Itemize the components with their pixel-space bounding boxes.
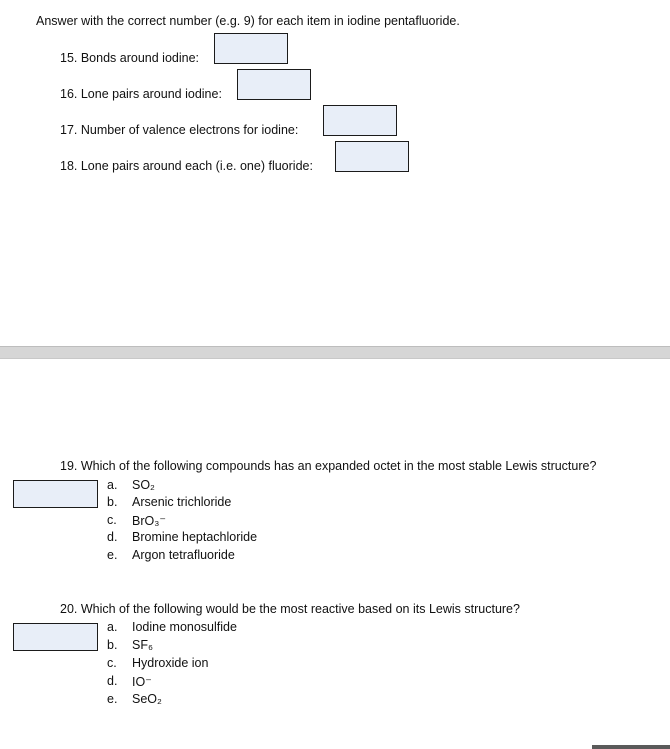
q19-answer-box[interactable] xyxy=(13,480,98,508)
q20-option-e-letter: e. xyxy=(107,692,118,706)
q19-option-e: Argon tetrafluoride xyxy=(132,548,235,562)
q20-option-a: Iodine monosulfide xyxy=(132,620,237,634)
item-16-label: 16. Lone pairs around iodine: xyxy=(60,87,222,101)
q20-option-a-letter: a. xyxy=(107,620,118,634)
q20-option-d: IO⁻ xyxy=(132,675,152,689)
q19-question: 19. Which of the following compounds has an expanded octet in the most stable Lewis structure? xyxy=(60,459,597,473)
item-18-answer-box[interactable] xyxy=(335,141,409,172)
q20-option-b: SF₆ xyxy=(132,638,154,652)
q19-option-c-letter: c. xyxy=(107,513,117,527)
q19-option-b-letter: b. xyxy=(107,495,118,509)
q20-option-c-letter: c. xyxy=(107,656,117,670)
item-18-label: 18. Lone pairs around each (i.e. one) fluoride: xyxy=(60,159,313,173)
q19-option-b: Arsenic trichloride xyxy=(132,495,232,509)
scroll-indicator xyxy=(592,745,670,749)
q19-option-a-letter: a. xyxy=(107,478,118,492)
item-17-answer-box[interactable] xyxy=(323,105,397,136)
q19-option-a: SO₂ xyxy=(132,478,155,492)
q20-option-e: SeO₂ xyxy=(132,692,162,706)
q20-option-d-letter: d. xyxy=(107,674,118,688)
q20-option-c: Hydroxide ion xyxy=(132,656,209,670)
q19-option-d: Bromine heptachloride xyxy=(132,530,258,544)
item-15-label: 15. Bonds around iodine: xyxy=(60,51,199,65)
page-separator xyxy=(0,346,670,359)
instruction-text: Answer with the correct number (e.g. 9) for each item in iodine pentafluoride. xyxy=(36,14,460,28)
q20-option-b-letter: b. xyxy=(107,638,118,652)
item-15-answer-box[interactable] xyxy=(214,33,288,64)
q19-option-c: BrO₃⁻ xyxy=(132,514,166,528)
item-17-label: 17. Number of valence electrons for iodine: xyxy=(60,123,299,137)
q19-option-d-letter: d. xyxy=(107,530,118,544)
q20-question: 20. Which of the following would be the most reactive based on its Lewis structure? xyxy=(60,602,520,616)
q19-option-e-letter: e. xyxy=(107,548,118,562)
q20-answer-box[interactable] xyxy=(13,623,98,651)
item-16-answer-box[interactable] xyxy=(237,69,311,100)
